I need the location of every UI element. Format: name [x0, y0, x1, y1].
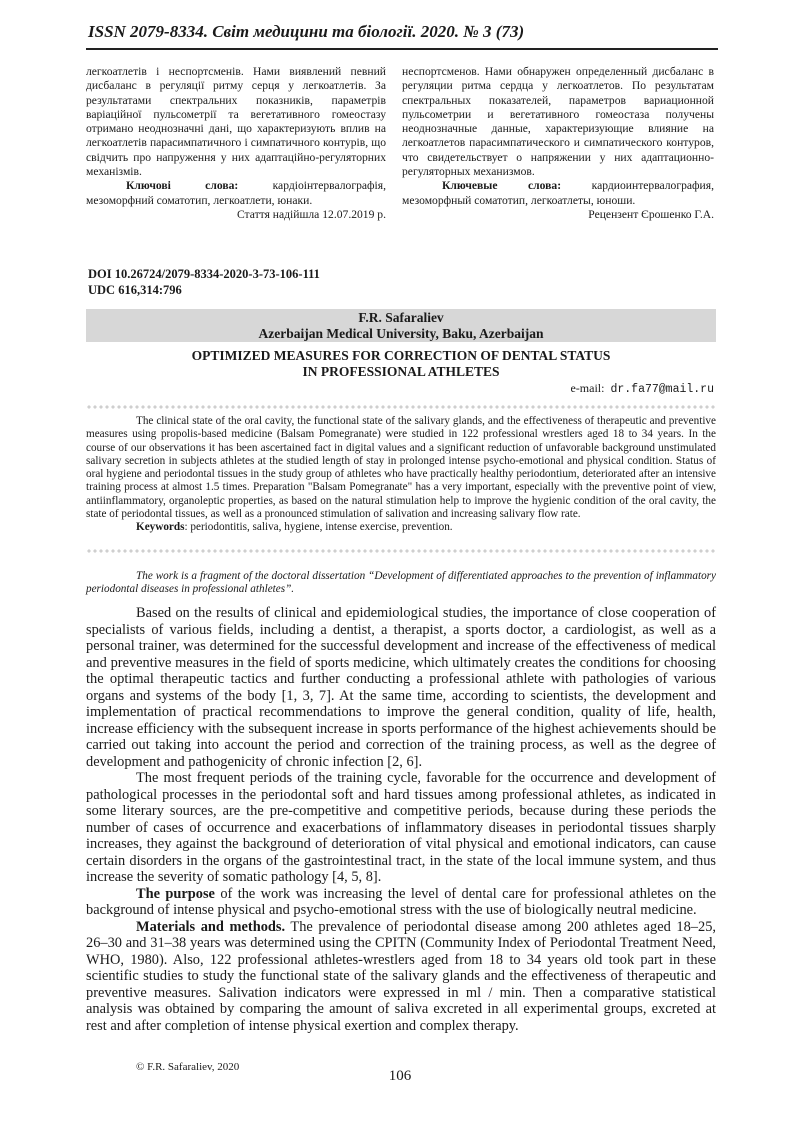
affiliation: Azerbaijan Medical University, Baku, Azerbaijan: [258, 325, 544, 341]
abstract-bottom-divider: [86, 548, 716, 555]
email-line: [570, 381, 714, 396]
prev-left-body: легкоатлетів і неспортсменів. Нами виявлений певний дисбаланс в регуляції ритму серця у легкоатлетів. За результатами спектральних показників, параметрів варіаційної пульсометрії та вегетативного гомеостазу отримано неоднозначні дані, що характеризують вплив на легкоатлетів парасимпатичного і симпатичного контурів, що свідчить про напруження у них адаптаційно-регуляторних механізмів.: [86, 65, 386, 179]
article-title: [86, 348, 716, 380]
paragraph-2: The most frequent periods of the training cycle, favorable for the occurrence and development of pathological processes in the periodontal soft and hard tissues among professional athletes, as indicated in some literary sources, are the pre-competitive and competitive periods, because during these periods the number of cases of occurrence and exacerbations of inflammatory diseases in periodontal tissues sharply increases, they against the background of deterioration of vital physical and emotional indicators, can cause certain disorders in the organs of the gastrointestinal tract, in the state of the local immune system, and thus increase the severity of somatic pathology [4, 5, 8].: [86, 770, 716, 885]
paragraph-1: Based on the results of clinical and epidemiological studies, the importance of close cooperation of specialists of various fields, including a dentist, a therapist, a sports doctor, a cardiologist, as well as a personal trainer, was determined for the successful development and increase of the effectiveness of medical and preventive measures in the field of sports medicine, which ultimately creates the conditions for choosing the optimal therapeutic tactics and further conducting a professional athlete with pathologies of various organs and systems of the body [1, 3, 7]. At the same time, according to scientists, the development and implementation of practical recommendations to improve the general condition, quality of life, health, increase efficiency with the subsequent increase in sports performance of the highest achievements should be carried out taking into account the period and correction of the training process, as well as the degree of development and pathogenicity of chronic infection [2, 6].: [86, 605, 716, 770]
title-line-2: IN PROFESSIONAL ATHLETES: [302, 364, 500, 379]
journal-header: ISSN 2079-8334. Світ медицини та біології. 2020. № 3 (73): [88, 22, 525, 41]
doi: DOI 10.26724/2079-8334-2020-3-73-106-111: [88, 267, 320, 281]
methods-text: The prevalence of periodontal disease among 200 athletes aged 18–25, 26–30 and 31–38 years was determined using the CPITN (Community Index of Periodontal Treatment Need, WHO, 1980). Also, 122 professional athletes-wrestlers aged from 18 to 34 years old took part in these scientific studies to study the functional state of the salivary glands and the effectiveness of therapeutic and preventive measures. Salivation indicators were expressed in ml / min. Then a comparative statistical analysis was obtained by comparing the amount of saliva excreted in all experimental groups, excreted at rest and after completion of intense physical exertion and complex therapy.: [86, 918, 716, 1034]
prev-article-right-column: [402, 65, 714, 222]
paragraph-purpose: [86, 886, 716, 919]
paragraph-methods: [86, 919, 716, 1035]
purpose-label: The purpose: [136, 885, 215, 902]
keywords-text: : periodontitis, saliva, hygiene, intense exercise, prevention.: [184, 521, 453, 534]
author-band: [86, 309, 716, 342]
prev-left-keywords-text: кардіоінтервалографія, мезоморфний соматотип, легкоатлети, юнаки.: [86, 179, 386, 207]
keywords-label: Keywords: [136, 521, 185, 534]
copyright: © F.R. Safaraliev, 2020: [136, 1061, 240, 1073]
purpose-text: of the work was increasing the level of dental care for professional athletes on the background of intense physical and psycho-emotional stress with the use of biologically neutral medicine.: [86, 885, 716, 918]
prev-article-left-column: [86, 65, 386, 222]
abstract-top-divider: [86, 404, 716, 411]
prev-right-reviewer: Рецензент Єрошенко Г.А.: [588, 207, 714, 221]
doi-block: [88, 266, 320, 298]
methods-label: Materials and methods.: [136, 918, 286, 935]
prev-right-keywords-text: кардиоинтервалография, мезоморфный соматотип, легкоатлеты, юноши.: [402, 179, 714, 207]
page-number: 106: [388, 1068, 412, 1084]
prev-right-keywords: [402, 179, 714, 208]
abstract-text: The clinical state of the oral cavity, the functional state of the salivary glands, and the effectiveness of therapeutic and preventive measures using propolis-based medicine (Balsam Pomegranate) were studied in 122 professional wrestlers aged 18 to 34 years. In the course of our observations it has been ascertained fact in digital values and a significant reduction of unfavorable background unstimulated salivary secretion in subjects athletes at the studied length of stay in prolonged intense psycho-emotional and physical condition. Status of oral hygiene and periodontal tissues in the study group of athletes who have practically healthy periodontium, deteriorated after an intensive training process at almost 1.5 times. Preparation "Balsam Pomegranate" has a very important, especially with the preventive point of view, antiinflammatory, organoleptic properties, as based on the natural stimulation help to improve the hygienic condition of the oral cavity, the state of periodontal tissues, as well as a pronounced stimulation of salivation and increasing salivary flow rate.: [86, 415, 716, 521]
prev-right-keywords-label: Ключевые слова:: [442, 179, 562, 193]
email-address[interactable]: dr.fa77@mail.ru: [610, 383, 714, 396]
header-rule: [86, 48, 718, 50]
prev-right-body: неспортсменов. Нами обнаружен определенный дисбаланс в регуляции ритма сердца у легкоатлетов. По результатам спектральных показателей, параметров вариационной пульсометрии и вегетативного гомеостаза получены неоднозначные данные, характеризующие влияние на легкоатлетов парасимпатического и симпатического контуров, что свидетельствует о напряжении у них адаптационно-регуляторных механизмов.: [402, 65, 714, 179]
author: F.R. Safaraliev: [358, 310, 444, 325]
abstract-keywords: [86, 521, 716, 534]
email-label: e-mail:: [570, 381, 605, 395]
prev-left-keywords: [86, 179, 386, 208]
dissertation-note: The work is a fragment of the doctoral dissertation “Development of differentiated approaches to the prevention of inflammatory periodontal diseases in professional athletes”.: [86, 570, 716, 596]
prev-left-keywords-label: Ключові слова:: [126, 179, 239, 193]
prev-left-received: Стаття надійшла 12.07.2019 р.: [236, 207, 386, 221]
main-text: [86, 605, 716, 1034]
abstract: [86, 415, 716, 535]
title-line-1: OPTIMIZED MEASURES FOR CORRECTION OF DENTAL STATUS: [191, 348, 611, 363]
udc: UDC 616,314:796: [88, 283, 182, 297]
